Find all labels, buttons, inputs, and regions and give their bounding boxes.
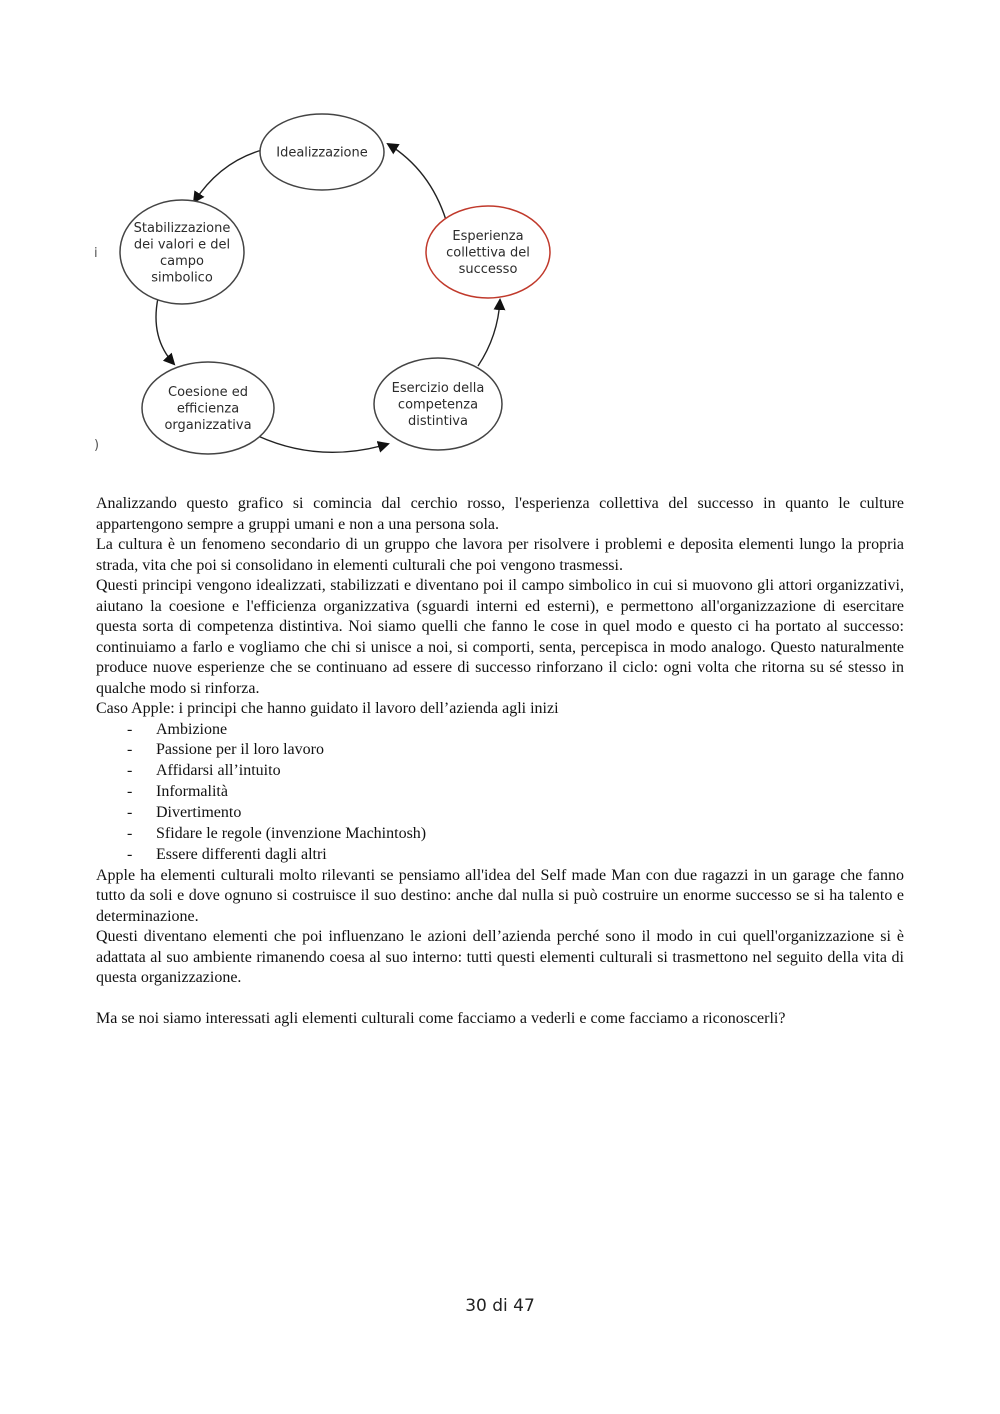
closing-question: Ma se noi siamo interessati agli elementi culturali come facciamo a vederli e come facciamo a riconoscerli? (96, 1010, 786, 1028)
paragraph: La cultura è un fenomeno secondario di un gruppo che lavora per risolvere i problemi e deposita elementi lungo la propria strada, vita che poi si consolidano in elementi culturali che poi vengono trasmessi. (96, 536, 904, 574)
bullet-dash: - (127, 804, 133, 822)
paragraph: Caso Apple: i principi che hanno guidato il lavoro dell’azienda agli inizi (96, 700, 559, 717)
node-esercizio (374, 358, 502, 450)
list-item (96, 824, 904, 845)
node-coesione (142, 362, 274, 454)
paragraph: Apple ha elementi culturali molto rilevanti se pensiamo all'idea del Self made Man con due ragazzi in un garage che fanno tutto da soli e dove ognuno si costruisce il suo destino: anche dal nulla si può costruire un enorme successo se si ha talento e determinazione. (96, 866, 904, 925)
cycle-diagram-svg (90, 98, 560, 470)
bullet-dash: - (127, 824, 133, 842)
paragraph-spacer (96, 989, 904, 1010)
apple-principles-list (96, 720, 904, 866)
crop-mark-bottom: ) (94, 438, 100, 453)
bullet-dash: - (127, 845, 133, 863)
arrow-coesione-to-esercizio (258, 436, 388, 452)
node-label: distintiva (408, 414, 468, 429)
list-item-text: Affidarsi all’intuito (156, 762, 281, 780)
list-item-text: Essere differenti dagli altri (156, 845, 327, 863)
node-label: efficienza (176, 401, 240, 417)
list-item (96, 803, 904, 824)
arrow-idealizzazione-to-stabilizzazione (194, 150, 262, 202)
list-item (96, 845, 904, 866)
list-item (96, 740, 904, 761)
node-label: competenza (397, 397, 479, 413)
node-label: Esercizio della (391, 381, 485, 396)
node-label: collettiva del (446, 245, 530, 261)
arrow-esercizio-to-esperienza (478, 300, 500, 366)
list-item (96, 761, 904, 782)
list-item-text: Divertimento (156, 804, 242, 822)
list-item (96, 720, 904, 741)
node-esperienza (426, 206, 550, 298)
node-label: Coesione ed (168, 385, 248, 400)
list-item-text: Informalità (156, 783, 228, 801)
node-label: Idealizzazione (276, 145, 368, 161)
bullet-dash: - (127, 720, 133, 738)
bullet-dash: - (127, 762, 133, 780)
node-label: simbolico (151, 270, 213, 286)
crop-mark-top: i (94, 246, 98, 261)
node-idealizzazione (260, 114, 384, 190)
body-text (96, 494, 904, 1030)
bullet-dash: - (127, 783, 133, 801)
arrow-stabilizzazione-to-coesione (156, 298, 174, 364)
list-item (96, 782, 904, 803)
culture-cycle-diagram (90, 98, 560, 470)
bullet-dash: - (127, 741, 133, 759)
node-label: Esperienza (452, 229, 524, 244)
node-stabilizzazione (120, 200, 244, 304)
node-label: dei valori e del (133, 237, 231, 253)
list-item-text: Sfidare le regole (invenzione Machintosh) (156, 824, 427, 842)
paragraph: Questi principi vengono idealizzati, stabilizzati e diventano poi il campo simbolico in cui si muovono gli attori organizzativi, aiutano la coesione e l'efficienza organizzativa (sguardi interni ed esterni), e permettono all'organizzazione di esercitare questa sorta di competenza distintiva. Noi siamo quelli che fanno le cose in quel modo e questo ci ha portato al successo: continuiamo a farlo e vogliamo che chi si unisce a noi, si comporti, senta, percepisca in modo analogo. Questo naturalmente produce nuove esperienze che se continuano ad essere di successo rinforzano il ciclo: ogni volta che ritorna su sé stesso in qualche modo si rinforza. (96, 577, 904, 697)
paragraph: Analizzando questo grafico si comincia dal cerchio rosso, l'esperienza collettiva del successo in quanto le culture appartengono sempre a gruppi umani e non a una persona sola. (96, 495, 904, 533)
node-label: successo (458, 262, 518, 277)
list-item-text: Passione per il loro lavoro (156, 741, 324, 759)
paragraph: Questi diventano elementi che poi influenzano le azioni dell’azienda perché sono il modo in cui quell'organizzazione si è adattata al suo ambiente rimanendo coesa al suo interno: tutti questi elementi culturali si trasmettono nel seguito della vita di questa organizzazione. (96, 928, 904, 987)
arrow-esperienza-to-idealizzazione (388, 144, 446, 220)
list-item-text: Ambizione (156, 720, 228, 738)
node-label: organizzativa (164, 418, 252, 433)
page-number: 30 di 47 (465, 1296, 535, 1316)
node-label: campo (160, 253, 204, 269)
node-label: Stabilizzazione (133, 220, 231, 236)
